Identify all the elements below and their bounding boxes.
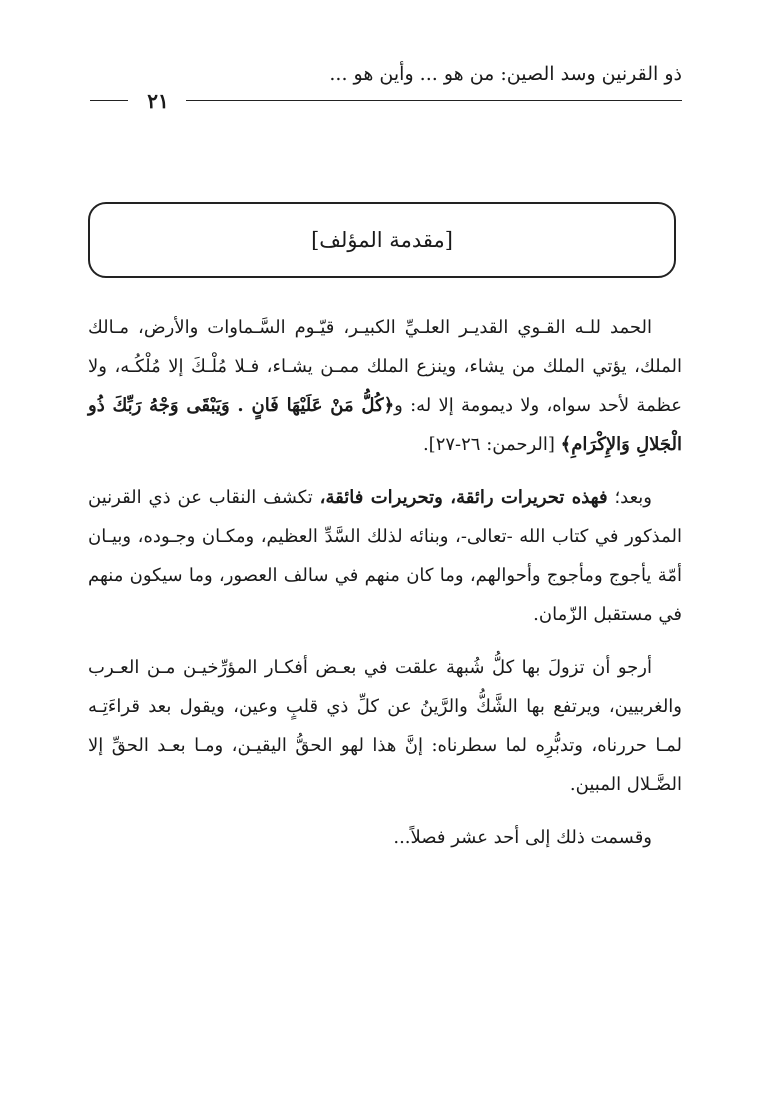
- paragraph-2-bold-phrase: فهذه تحريرات رائقة، وتحريرات فائقة،: [319, 487, 608, 508]
- verse-citation: [الرحمن: ٢٦-٢٧].: [422, 434, 561, 455]
- page-header: [90, 62, 682, 113]
- running-title: ذو القرنين وسد الصين: من هو ... وأين هو ...: [329, 63, 682, 85]
- paragraph-1: [88, 308, 682, 464]
- page-number: ٢١: [147, 89, 169, 113]
- section-title: [مقدمة المؤلف]: [311, 228, 453, 252]
- paragraph-2: [88, 478, 682, 634]
- paragraph-2-opening: وبعد؛: [607, 487, 652, 508]
- paragraph-3: أرجو أن تزولَ بها كلُّ شُبهة علقت في بعـض أفكـار المؤرِّخيـن مـن العـرب والغربيين، ويرتفع بها الشَّكُّ والرَّينُ عن كلِّ ذي قلبٍ وعين، ويقول بعد قراءَتِـه لمـا حررناه، وتدبُّرِه لما سطرناه: إنَّ هذا لهو الحقُّ اليقيـن، ومـا بعـد الحقِّ إلا الضَّـلال المبين.: [88, 657, 682, 795]
- section-title-box: [88, 202, 676, 278]
- paragraph-1-text: الحمد للـه القـوي القديـر العلـيِّ الكبيـر، قيّـوم السَّـماوات والأرض، مـالك الملك، يؤتي الملك من يشاء، وينزع الملك ممـن يشـاء، فـلا مُلْـكَ إلا مُلْكُـه، ولا عظمة لأحد سواه، ولا ديمومة إلا له: و: [88, 317, 682, 416]
- header-rule-row: [90, 90, 682, 112]
- paragraph-2-text: تكشف النقاب عن ذي القرنين المذكور في كتاب الله -تعالى-، وبنائه لذلك السَّدِّ العظيم، ومكـان وجـوده، وبيـان أمّة يأجوج ومأجوج وأحوالهم، وما كان منهم في سالف العصور، وما سيكون منهم في مستقبل الزّمان.: [88, 487, 682, 625]
- quran-verse: ﴿كُلُّ مَنْ عَلَيْهَا فَانٍ . وَيَبْقَى وَجْهُ رَبِّكَ ذُو الْجَلالِ وَالإِكْرَامِ﴾: [88, 395, 682, 455]
- body-text: [88, 308, 682, 871]
- header-rule-long: [186, 100, 682, 101]
- paragraph-4: وقسمت ذلك إلى أحد عشر فصلاً...: [393, 827, 652, 848]
- header-rule-short: [90, 100, 128, 101]
